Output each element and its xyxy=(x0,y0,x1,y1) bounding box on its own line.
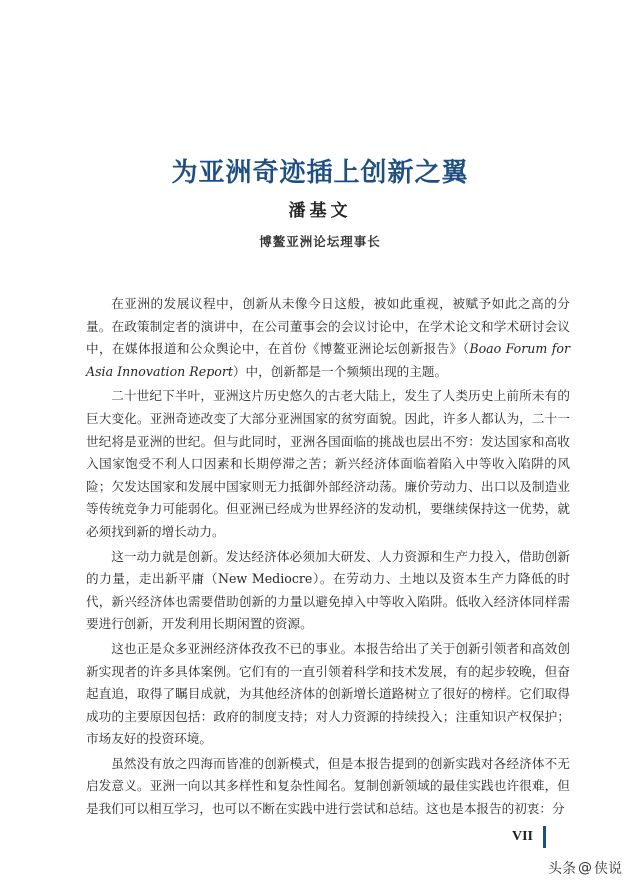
report-english-title: Boao Forum for Asia Innovation Report xyxy=(86,341,570,379)
page-number: VII xyxy=(512,829,534,844)
paragraph: 这一动力就是创新。发达经济体必须加大研发、人力资源和生产力投入，借助创新的力量，走出新平庸（New Mediocre）。在劳动力、土地以及资本生产力降低的时代，新兴经济体也需要借助创新的力量以避免掉入中等收入陷阱。低收入经济体同样需要进行创新，开发利用长期闲置的资源。 xyxy=(86,548,570,632)
article-title: 为亚洲奇迹插上创新之翼 xyxy=(171,158,469,188)
paragraph: 二十世纪下半叶，亚洲这片历史悠久的古老大陆上，发生了人类历史上前所未有的巨大变化。亚洲奇迹改变了大部分亚洲国家的贫穷面貌。因此，许多人都认为，二十一世纪将是亚洲的世纪。但与此同时，亚洲各国面临的挑战也层出不穷：发达国家和高收入国家饱受不利人口因素和长期停滞之苦；新兴经济体面临着陷入中等收入陷阱的风险；欠发达国家和发展中国家则无力抵御外部经济动荡。廉价劳动力、出口以及制造业等传统竞争力可能弱化。但亚洲已经成为世界经济的发动机，要继续保持这一优势，就必须找到新的增长动力。 xyxy=(86,388,570,539)
paragraph: 这也正是众多亚洲经济体孜孜不已的事业。本报告给出了关于创新引领者和高效创新实现者的许多具体案例。它们有的一直引领着科学和技术发展，有的起步较晚，但奋起直追，取得了瞩目成就，为其他经济体的创新增长道路树立了很好的榜样。它们取得成功的主要原因包括：政府的制度支持；对人力资源的持续投入；注重知识产权保护；市场友好的投资环境。 xyxy=(86,640,570,747)
watermark-at: @ xyxy=(578,860,592,876)
paragraph-text: ）中，创新都是一个频频出现的主题。 xyxy=(232,363,448,379)
source-watermark xyxy=(548,858,622,878)
page-folio xyxy=(512,826,546,848)
author-name: 潘基文 xyxy=(288,201,352,221)
folio-bar xyxy=(543,826,546,848)
article-body xyxy=(86,293,570,823)
watermark-right: 侠说 xyxy=(594,861,622,877)
watermark-left: 头条 xyxy=(548,861,576,877)
paragraph xyxy=(86,293,570,383)
author-affiliation: 博鳌亚洲论坛理事长 xyxy=(259,234,381,249)
paragraph: 虽然没有放之四海而皆准的创新模式，但是本报告提到的创新实践对各经济体不无启发意义。亚洲一向以其多样性和复杂性闻名。复制创新领域的最佳实践也许很难，但是我们可以相互学习，也可以不断在实践中进行尝试和总结。这也是本报告的初衷：分 xyxy=(86,755,570,817)
paragraph-text: 在亚洲的发展议程中，创新从未像今日这般，被如此重视，被赋予如此之高的分量。在政策制定者的演讲中，在公司董事会的会议讨论中，在学术论文和学术研讨会议中，在媒体报道和公众舆论中，在首份《博鳌亚洲论坛创新报告》（ xyxy=(86,296,570,357)
